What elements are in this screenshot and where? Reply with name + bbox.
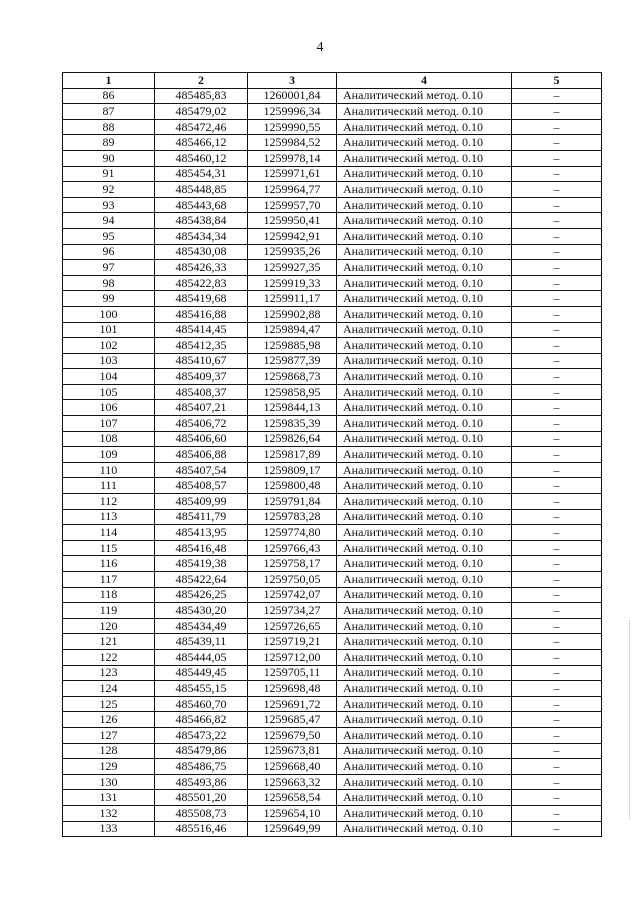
method-cell: Аналитический метод. 0.10 xyxy=(337,759,512,775)
point-number-cell: 129 xyxy=(63,759,155,775)
y-coordinate-cell: 1259679,50 xyxy=(248,727,337,743)
x-coordinate-cell: 485508,73 xyxy=(155,805,248,821)
point-number-cell: 116 xyxy=(63,556,155,572)
y-coordinate-cell: 1259927,35 xyxy=(248,260,337,276)
x-coordinate-cell: 485407,21 xyxy=(155,400,248,416)
header-col-1: 1 xyxy=(63,73,155,89)
table-row xyxy=(63,478,602,494)
note-cell: – xyxy=(512,462,602,478)
x-coordinate-cell: 485455,15 xyxy=(155,681,248,697)
method-cell: Аналитический метод. 0.10 xyxy=(337,197,512,213)
method-cell: Аналитический метод. 0.10 xyxy=(337,572,512,588)
x-coordinate-cell: 485409,37 xyxy=(155,369,248,385)
point-number-cell: 117 xyxy=(63,572,155,588)
table-row xyxy=(63,353,602,369)
x-coordinate-cell: 485516,46 xyxy=(155,821,248,837)
note-cell: – xyxy=(512,478,602,494)
point-number-cell: 90 xyxy=(63,150,155,166)
y-coordinate-cell: 1259964,77 xyxy=(248,182,337,198)
x-coordinate-cell: 485466,12 xyxy=(155,135,248,151)
note-cell: – xyxy=(512,494,602,510)
x-coordinate-cell: 485413,95 xyxy=(155,525,248,541)
method-cell: Аналитический метод. 0.10 xyxy=(337,322,512,338)
x-coordinate-cell: 485434,49 xyxy=(155,618,248,634)
table-row xyxy=(63,431,602,447)
method-cell: Аналитический метод. 0.10 xyxy=(337,774,512,790)
method-cell: Аналитический метод. 0.10 xyxy=(337,712,512,728)
point-number-cell: 99 xyxy=(63,291,155,307)
y-coordinate-cell: 1259919,33 xyxy=(248,275,337,291)
note-cell: – xyxy=(512,291,602,307)
method-cell: Аналитический метод. 0.10 xyxy=(337,805,512,821)
x-coordinate-cell: 485454,31 xyxy=(155,166,248,182)
note-cell: – xyxy=(512,244,602,260)
y-coordinate-cell: 1259826,64 xyxy=(248,431,337,447)
note-cell: – xyxy=(512,431,602,447)
y-coordinate-cell: 1259950,41 xyxy=(248,213,337,229)
table-row xyxy=(63,603,602,619)
y-coordinate-cell: 1259742,07 xyxy=(248,587,337,603)
point-number-cell: 130 xyxy=(63,774,155,790)
point-number-cell: 127 xyxy=(63,727,155,743)
point-number-cell: 120 xyxy=(63,618,155,634)
x-coordinate-cell: 485412,35 xyxy=(155,338,248,354)
table-header-row xyxy=(63,73,602,89)
y-coordinate-cell: 1259766,43 xyxy=(248,540,337,556)
table-row xyxy=(63,369,602,385)
table-row xyxy=(63,790,602,806)
x-coordinate-cell: 485406,72 xyxy=(155,416,248,432)
x-coordinate-cell: 485448,85 xyxy=(155,182,248,198)
method-cell: Аналитический метод. 0.10 xyxy=(337,696,512,712)
method-cell: Аналитический метод. 0.10 xyxy=(337,649,512,665)
x-coordinate-cell: 485422,64 xyxy=(155,572,248,588)
note-cell: – xyxy=(512,260,602,276)
table-row xyxy=(63,712,602,728)
point-number-cell: 123 xyxy=(63,665,155,681)
x-coordinate-cell: 485501,20 xyxy=(155,790,248,806)
method-cell: Аналитический метод. 0.10 xyxy=(337,353,512,369)
y-coordinate-cell: 1259844,13 xyxy=(248,400,337,416)
table-row xyxy=(63,462,602,478)
table-row xyxy=(63,291,602,307)
x-coordinate-cell: 485443,68 xyxy=(155,197,248,213)
method-cell: Аналитический метод. 0.10 xyxy=(337,135,512,151)
method-cell: Аналитический метод. 0.10 xyxy=(337,478,512,494)
point-number-cell: 109 xyxy=(63,447,155,463)
note-cell: – xyxy=(512,369,602,385)
table-row xyxy=(63,150,602,166)
x-coordinate-cell: 485408,37 xyxy=(155,384,248,400)
y-coordinate-cell: 1259885,98 xyxy=(248,338,337,354)
y-coordinate-cell: 1259911,17 xyxy=(248,291,337,307)
x-coordinate-cell: 485444,05 xyxy=(155,649,248,665)
point-number-cell: 97 xyxy=(63,260,155,276)
point-number-cell: 118 xyxy=(63,587,155,603)
point-number-cell: 107 xyxy=(63,416,155,432)
y-coordinate-cell: 1259691,72 xyxy=(248,696,337,712)
coordinates-table xyxy=(62,72,602,837)
table-row xyxy=(63,338,602,354)
method-cell: Аналитический метод. 0.10 xyxy=(337,400,512,416)
y-coordinate-cell: 1259978,14 xyxy=(248,150,337,166)
table-row xyxy=(63,104,602,120)
note-cell: – xyxy=(512,384,602,400)
note-cell: – xyxy=(512,587,602,603)
method-cell: Аналитический метод. 0.10 xyxy=(337,244,512,260)
table-row xyxy=(63,540,602,556)
method-cell: Аналитический метод. 0.10 xyxy=(337,275,512,291)
table-row xyxy=(63,805,602,821)
table-row xyxy=(63,696,602,712)
point-number-cell: 112 xyxy=(63,494,155,510)
method-cell: Аналитический метод. 0.10 xyxy=(337,150,512,166)
point-number-cell: 125 xyxy=(63,696,155,712)
point-number-cell: 122 xyxy=(63,649,155,665)
x-coordinate-cell: 485460,70 xyxy=(155,696,248,712)
note-cell: – xyxy=(512,119,602,135)
table-row xyxy=(63,634,602,650)
note-cell: – xyxy=(512,228,602,244)
y-coordinate-cell: 1259668,40 xyxy=(248,759,337,775)
note-cell: – xyxy=(512,805,602,821)
x-coordinate-cell: 485419,38 xyxy=(155,556,248,572)
table-row xyxy=(63,119,602,135)
table-row xyxy=(63,681,602,697)
table-row xyxy=(63,322,602,338)
x-coordinate-cell: 485426,25 xyxy=(155,587,248,603)
method-cell: Аналитический метод. 0.10 xyxy=(337,213,512,229)
method-cell: Аналитический метод. 0.10 xyxy=(337,556,512,572)
table-row xyxy=(63,587,602,603)
point-number-cell: 128 xyxy=(63,743,155,759)
point-number-cell: 87 xyxy=(63,104,155,120)
note-cell: – xyxy=(512,322,602,338)
method-cell: Аналитический метод. 0.10 xyxy=(337,291,512,307)
x-coordinate-cell: 485426,33 xyxy=(155,260,248,276)
y-coordinate-cell: 1259726,65 xyxy=(248,618,337,634)
method-cell: Аналитический метод. 0.10 xyxy=(337,587,512,603)
method-cell: Аналитический метод. 0.10 xyxy=(337,618,512,634)
point-number-cell: 95 xyxy=(63,228,155,244)
x-coordinate-cell: 485438,84 xyxy=(155,213,248,229)
point-number-cell: 94 xyxy=(63,213,155,229)
note-cell: – xyxy=(512,275,602,291)
y-coordinate-cell: 1259673,81 xyxy=(248,743,337,759)
header-col-2: 2 xyxy=(155,73,248,89)
note-cell: – xyxy=(512,618,602,634)
note-cell: – xyxy=(512,166,602,182)
note-cell: – xyxy=(512,182,602,198)
table-row xyxy=(63,774,602,790)
method-cell: Аналитический метод. 0.10 xyxy=(337,727,512,743)
point-number-cell: 102 xyxy=(63,338,155,354)
table-row xyxy=(63,821,602,837)
method-cell: Аналитический метод. 0.10 xyxy=(337,447,512,463)
method-cell: Аналитический метод. 0.10 xyxy=(337,431,512,447)
scan-edge-mark xyxy=(628,620,630,820)
y-coordinate-cell: 1259800,48 xyxy=(248,478,337,494)
method-cell: Аналитический метод. 0.10 xyxy=(337,119,512,135)
y-coordinate-cell: 1259734,27 xyxy=(248,603,337,619)
table-row xyxy=(63,649,602,665)
x-coordinate-cell: 485419,68 xyxy=(155,291,248,307)
y-coordinate-cell: 1259877,39 xyxy=(248,353,337,369)
y-coordinate-cell: 1259758,17 xyxy=(248,556,337,572)
point-number-cell: 101 xyxy=(63,322,155,338)
y-coordinate-cell: 1259719,21 xyxy=(248,634,337,650)
x-coordinate-cell: 485479,86 xyxy=(155,743,248,759)
table-row xyxy=(63,260,602,276)
point-number-cell: 105 xyxy=(63,384,155,400)
note-cell: – xyxy=(512,743,602,759)
header-col-4: 4 xyxy=(337,73,512,89)
note-cell: – xyxy=(512,213,602,229)
note-cell: – xyxy=(512,509,602,525)
y-coordinate-cell: 1259685,47 xyxy=(248,712,337,728)
y-coordinate-cell: 1259817,89 xyxy=(248,447,337,463)
x-coordinate-cell: 485473,22 xyxy=(155,727,248,743)
y-coordinate-cell: 1259663,32 xyxy=(248,774,337,790)
method-cell: Аналитический метод. 0.10 xyxy=(337,166,512,182)
y-coordinate-cell: 1259712,00 xyxy=(248,649,337,665)
point-number-cell: 115 xyxy=(63,540,155,556)
note-cell: – xyxy=(512,665,602,681)
point-number-cell: 106 xyxy=(63,400,155,416)
y-coordinate-cell: 1259774,80 xyxy=(248,525,337,541)
method-cell: Аналитический метод. 0.10 xyxy=(337,540,512,556)
note-cell: – xyxy=(512,416,602,432)
note-cell: – xyxy=(512,447,602,463)
method-cell: Аналитический метод. 0.10 xyxy=(337,338,512,354)
note-cell: – xyxy=(512,759,602,775)
y-coordinate-cell: 1259990,55 xyxy=(248,119,337,135)
table-row xyxy=(63,275,602,291)
table-row xyxy=(63,244,602,260)
y-coordinate-cell: 1259984,52 xyxy=(248,135,337,151)
x-coordinate-cell: 485422,83 xyxy=(155,275,248,291)
table-header xyxy=(63,73,602,89)
method-cell: Аналитический метод. 0.10 xyxy=(337,462,512,478)
table-row xyxy=(63,228,602,244)
x-coordinate-cell: 485410,67 xyxy=(155,353,248,369)
y-coordinate-cell: 1259698,48 xyxy=(248,681,337,697)
point-number-cell: 108 xyxy=(63,431,155,447)
point-number-cell: 119 xyxy=(63,603,155,619)
point-number-cell: 132 xyxy=(63,805,155,821)
x-coordinate-cell: 485416,88 xyxy=(155,306,248,322)
table-row xyxy=(63,197,602,213)
point-number-cell: 133 xyxy=(63,821,155,837)
table-row xyxy=(63,509,602,525)
y-coordinate-cell: 1259858,95 xyxy=(248,384,337,400)
y-coordinate-cell: 1259902,88 xyxy=(248,306,337,322)
table-row xyxy=(63,556,602,572)
point-number-cell: 113 xyxy=(63,509,155,525)
note-cell: – xyxy=(512,88,602,104)
point-number-cell: 126 xyxy=(63,712,155,728)
method-cell: Аналитический метод. 0.10 xyxy=(337,821,512,837)
y-coordinate-cell: 1259658,54 xyxy=(248,790,337,806)
point-number-cell: 124 xyxy=(63,681,155,697)
method-cell: Аналитический метод. 0.10 xyxy=(337,104,512,120)
y-coordinate-cell: 1259935,26 xyxy=(248,244,337,260)
note-cell: – xyxy=(512,681,602,697)
table-row xyxy=(63,525,602,541)
method-cell: Аналитический метод. 0.10 xyxy=(337,509,512,525)
method-cell: Аналитический метод. 0.10 xyxy=(337,525,512,541)
note-cell: – xyxy=(512,306,602,322)
y-coordinate-cell: 1259957,70 xyxy=(248,197,337,213)
table-row xyxy=(63,306,602,322)
point-number-cell: 98 xyxy=(63,275,155,291)
point-number-cell: 96 xyxy=(63,244,155,260)
note-cell: – xyxy=(512,696,602,712)
y-coordinate-cell: 1259809,17 xyxy=(248,462,337,478)
table-row xyxy=(63,759,602,775)
method-cell: Аналитический метод. 0.10 xyxy=(337,228,512,244)
note-cell: – xyxy=(512,540,602,556)
point-number-cell: 93 xyxy=(63,197,155,213)
y-coordinate-cell: 1259868,73 xyxy=(248,369,337,385)
header-col-5: 5 xyxy=(512,73,602,89)
note-cell: – xyxy=(512,338,602,354)
table-row xyxy=(63,743,602,759)
table-row xyxy=(63,665,602,681)
note-cell: – xyxy=(512,556,602,572)
method-cell: Аналитический метод. 0.10 xyxy=(337,182,512,198)
x-coordinate-cell: 485430,20 xyxy=(155,603,248,619)
x-coordinate-cell: 485406,60 xyxy=(155,431,248,447)
method-cell: Аналитический метод. 0.10 xyxy=(337,494,512,510)
x-coordinate-cell: 485406,88 xyxy=(155,447,248,463)
x-coordinate-cell: 485479,02 xyxy=(155,104,248,120)
point-number-cell: 92 xyxy=(63,182,155,198)
y-coordinate-cell: 1259649,99 xyxy=(248,821,337,837)
x-coordinate-cell: 485460,12 xyxy=(155,150,248,166)
x-coordinate-cell: 485416,48 xyxy=(155,540,248,556)
header-col-3: 3 xyxy=(248,73,337,89)
x-coordinate-cell: 485430,08 xyxy=(155,244,248,260)
note-cell: – xyxy=(512,727,602,743)
x-coordinate-cell: 485493,86 xyxy=(155,774,248,790)
point-number-cell: 103 xyxy=(63,353,155,369)
method-cell: Аналитический метод. 0.10 xyxy=(337,384,512,400)
x-coordinate-cell: 485434,34 xyxy=(155,228,248,244)
y-coordinate-cell: 1259894,47 xyxy=(248,322,337,338)
note-cell: – xyxy=(512,603,602,619)
x-coordinate-cell: 485411,79 xyxy=(155,509,248,525)
note-cell: – xyxy=(512,712,602,728)
y-coordinate-cell: 1259996,34 xyxy=(248,104,337,120)
y-coordinate-cell: 1259783,28 xyxy=(248,509,337,525)
note-cell: – xyxy=(512,634,602,650)
table-row xyxy=(63,213,602,229)
y-coordinate-cell: 1259835,39 xyxy=(248,416,337,432)
note-cell: – xyxy=(512,197,602,213)
point-number-cell: 110 xyxy=(63,462,155,478)
note-cell: – xyxy=(512,353,602,369)
note-cell: – xyxy=(512,525,602,541)
x-coordinate-cell: 485485,83 xyxy=(155,88,248,104)
note-cell: – xyxy=(512,400,602,416)
note-cell: – xyxy=(512,150,602,166)
table-row xyxy=(63,494,602,510)
method-cell: Аналитический метод. 0.10 xyxy=(337,260,512,276)
point-number-cell: 100 xyxy=(63,306,155,322)
x-coordinate-cell: 485408,57 xyxy=(155,478,248,494)
method-cell: Аналитический метод. 0.10 xyxy=(337,88,512,104)
method-cell: Аналитический метод. 0.10 xyxy=(337,603,512,619)
x-coordinate-cell: 485439,11 xyxy=(155,634,248,650)
point-number-cell: 111 xyxy=(63,478,155,494)
method-cell: Аналитический метод. 0.10 xyxy=(337,681,512,697)
method-cell: Аналитический метод. 0.10 xyxy=(337,665,512,681)
point-number-cell: 121 xyxy=(63,634,155,650)
note-cell: – xyxy=(512,649,602,665)
table-row xyxy=(63,727,602,743)
point-number-cell: 89 xyxy=(63,135,155,151)
note-cell: – xyxy=(512,104,602,120)
x-coordinate-cell: 485466,82 xyxy=(155,712,248,728)
x-coordinate-cell: 485449,45 xyxy=(155,665,248,681)
y-coordinate-cell: 1259654,10 xyxy=(248,805,337,821)
y-coordinate-cell: 1259942,91 xyxy=(248,228,337,244)
x-coordinate-cell: 485414,45 xyxy=(155,322,248,338)
x-coordinate-cell: 485409,99 xyxy=(155,494,248,510)
table-row xyxy=(63,88,602,104)
note-cell: – xyxy=(512,135,602,151)
point-number-cell: 86 xyxy=(63,88,155,104)
y-coordinate-cell: 1259750,05 xyxy=(248,572,337,588)
note-cell: – xyxy=(512,572,602,588)
table-row xyxy=(63,447,602,463)
table-row xyxy=(63,384,602,400)
method-cell: Аналитический метод. 0.10 xyxy=(337,790,512,806)
table-row xyxy=(63,618,602,634)
y-coordinate-cell: 1260001,84 xyxy=(248,88,337,104)
table-row xyxy=(63,416,602,432)
point-number-cell: 131 xyxy=(63,790,155,806)
method-cell: Аналитический метод. 0.10 xyxy=(337,369,512,385)
method-cell: Аналитический метод. 0.10 xyxy=(337,416,512,432)
page-number: 4 xyxy=(316,40,324,55)
table-row xyxy=(63,182,602,198)
y-coordinate-cell: 1259791,84 xyxy=(248,494,337,510)
x-coordinate-cell: 485486,75 xyxy=(155,759,248,775)
y-coordinate-cell: 1259971,61 xyxy=(248,166,337,182)
y-coordinate-cell: 1259705,11 xyxy=(248,665,337,681)
x-coordinate-cell: 485472,46 xyxy=(155,119,248,135)
note-cell: – xyxy=(512,821,602,837)
table-row xyxy=(63,572,602,588)
note-cell: – xyxy=(512,774,602,790)
point-number-cell: 114 xyxy=(63,525,155,541)
method-cell: Аналитический метод. 0.10 xyxy=(337,743,512,759)
note-cell: – xyxy=(512,790,602,806)
point-number-cell: 104 xyxy=(63,369,155,385)
method-cell: Аналитический метод. 0.10 xyxy=(337,634,512,650)
table-row xyxy=(63,135,602,151)
method-cell: Аналитический метод. 0.10 xyxy=(337,306,512,322)
table-row xyxy=(63,400,602,416)
point-number-cell: 91 xyxy=(63,166,155,182)
table-body xyxy=(63,88,602,837)
x-coordinate-cell: 485407,54 xyxy=(155,462,248,478)
table-row xyxy=(63,166,602,182)
point-number-cell: 88 xyxy=(63,119,155,135)
